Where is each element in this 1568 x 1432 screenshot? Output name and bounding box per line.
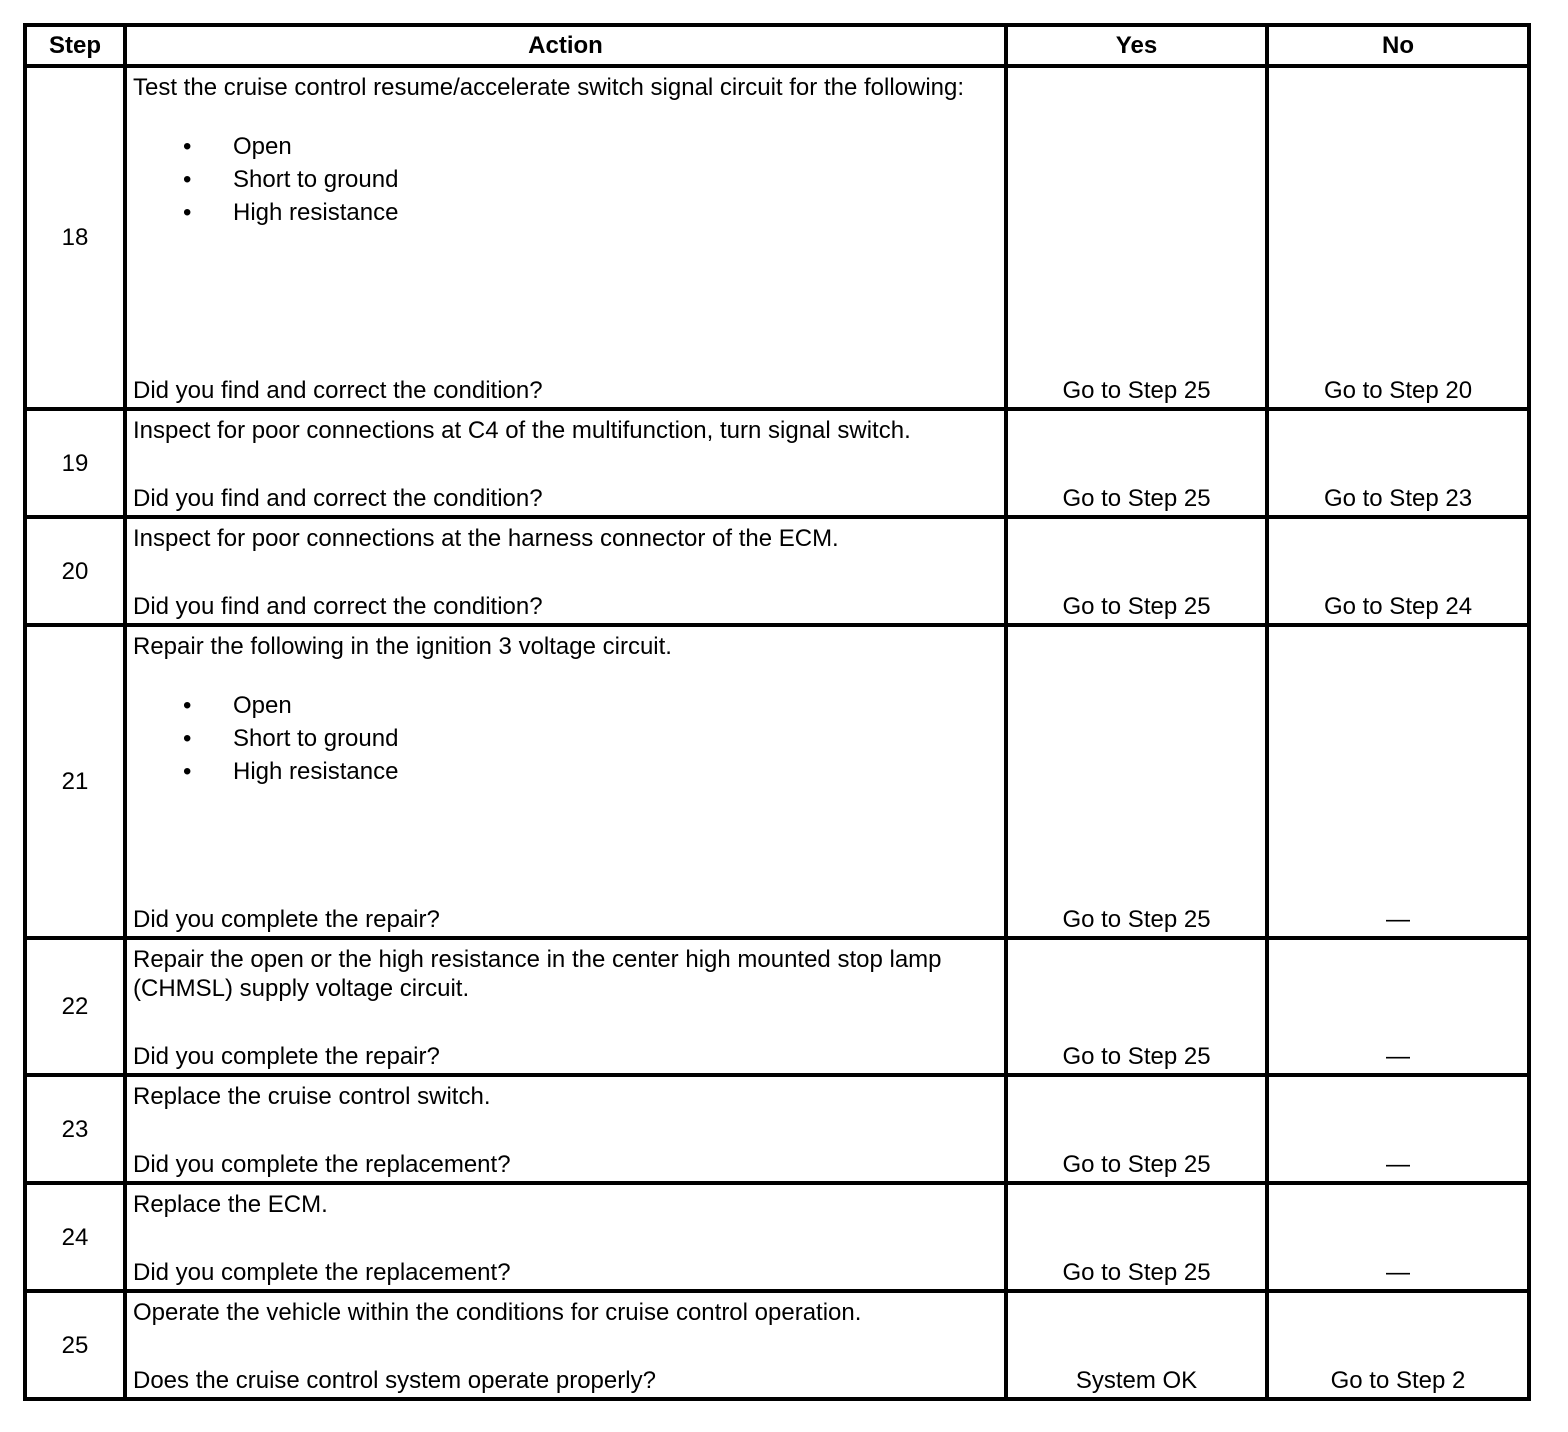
list-item [183,196,998,229]
action-instruction: Test the cruise control resume/accelerate switch signal circuit for the following: [133,74,965,101]
no-result: Go to Step 23 [1267,409,1529,517]
action-cell [125,625,1006,938]
step-number: 25 [25,1291,125,1399]
list-item [183,163,998,196]
action-cell [125,1075,1006,1183]
table-row [25,66,1529,409]
yes-result: Go to Step 25 [1006,625,1267,938]
bullet-icon: • [183,725,192,752]
step-number: 24 [25,1183,125,1291]
yes-result: System OK [1006,1291,1267,1399]
no-result: — [1267,938,1529,1075]
yes-result: Go to Step 25 [1006,938,1267,1075]
bullet-icon: • [183,199,192,226]
action-question: Did you find and correct the condition? [133,377,543,404]
action-question: Did you complete the replacement? [133,1151,511,1178]
list-item [183,689,998,722]
action-question: Did you complete the repair? [133,906,440,933]
list-item-label: High resistance [233,199,399,226]
no-result: — [1267,625,1529,938]
no-result: — [1267,1183,1529,1291]
list-item [183,755,998,788]
header-action: Action [125,25,1006,66]
yes-result: Go to Step 25 [1006,517,1267,625]
action-question: Did you find and correct the condition? [133,485,543,512]
header-no: No [1267,25,1529,66]
bullet-icon: • [183,692,192,719]
action-cell [125,517,1006,625]
yes-result: Go to Step 25 [1006,409,1267,517]
list-item [183,130,998,163]
action-instruction: Inspect for poor connections at C4 of the multifunction, turn signal switch. [133,417,911,444]
no-result: Go to Step 24 [1267,517,1529,625]
table-row [25,517,1529,625]
action-cell [125,938,1006,1075]
table-row [25,625,1529,938]
action-instruction: Repair the following in the ignition 3 voltage circuit. [133,633,672,660]
step-number: 23 [25,1075,125,1183]
list-item-label: Short to ground [233,725,399,752]
action-instruction: Operate the vehicle within the conditions for cruise control operation. [133,1299,862,1326]
table-row [25,1075,1529,1183]
list-item-label: Short to ground [233,166,399,193]
action-question: Did you find and correct the condition? [133,593,543,620]
action-instruction: Repair the open or the high resistance in the center high mounted stop lamp (CHMSL) supply voltage circuit. [133,946,942,1002]
bullet-icon: • [183,166,192,193]
action-question: Did you complete the replacement? [133,1259,511,1286]
bullet-icon: • [183,133,192,160]
list-item-label: High resistance [233,758,399,785]
diagnostic-table [23,23,1531,1401]
condition-list [133,130,998,229]
bullet-icon: • [183,758,192,785]
yes-result: Go to Step 25 [1006,1075,1267,1183]
action-question: Does the cruise control system operate properly? [133,1367,656,1394]
table-row [25,1291,1529,1399]
action-cell [125,1291,1006,1399]
list-item-label: Open [233,692,292,719]
table-row [25,409,1529,517]
no-result: Go to Step 2 [1267,1291,1529,1399]
list-item-label: Open [233,133,292,160]
step-number: 18 [25,66,125,409]
table-row [25,1183,1529,1291]
action-cell [125,1183,1006,1291]
header-yes: Yes [1006,25,1267,66]
action-cell [125,66,1006,409]
yes-result: Go to Step 25 [1006,66,1267,409]
yes-result: Go to Step 25 [1006,1183,1267,1291]
step-number: 20 [25,517,125,625]
step-number: 21 [25,625,125,938]
header-row [25,25,1529,66]
table-row [25,938,1529,1075]
step-number: 19 [25,409,125,517]
no-result: Go to Step 20 [1267,66,1529,409]
action-question: Did you complete the repair? [133,1043,440,1070]
list-item [183,722,998,755]
action-instruction: Inspect for poor connections at the harness connector of the ECM. [133,525,839,552]
condition-list [133,689,998,788]
header-step: Step [25,25,125,66]
action-instruction: Replace the ECM. [133,1191,328,1218]
no-result: — [1267,1075,1529,1183]
action-cell [125,409,1006,517]
step-number: 22 [25,938,125,1075]
action-instruction: Replace the cruise control switch. [133,1083,491,1110]
